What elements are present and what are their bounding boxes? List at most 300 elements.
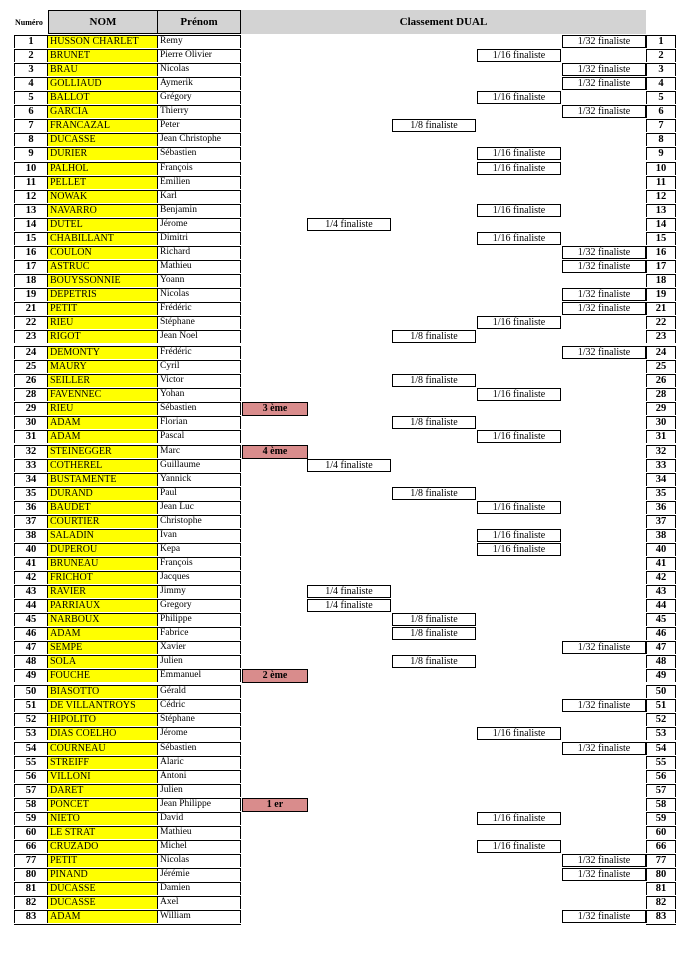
row-prenom: Cyril	[158, 360, 241, 373]
row-divider	[14, 641, 241, 642]
result-badge: 1/16 finaliste	[477, 529, 561, 542]
row-nom: DUCASSE	[48, 882, 158, 895]
row-number: 44	[14, 599, 48, 612]
row-prenom: Jérémie	[158, 868, 241, 881]
row-number: 55	[14, 756, 48, 769]
row-nom: DURAND	[48, 487, 158, 500]
row-number: 11	[14, 176, 48, 189]
row-divider	[14, 515, 241, 516]
row-nom: LE STRAT	[48, 826, 158, 839]
table-row	[0, 63, 678, 76]
row-prenom: Jérome	[158, 218, 241, 231]
row-prenom: Yoann	[158, 274, 241, 287]
row-divider	[14, 374, 241, 375]
row-divider	[14, 685, 241, 686]
result-badge: 1/8 finaliste	[392, 119, 476, 132]
row-nom: RIEU	[48, 316, 158, 329]
row-prenom: Karl	[158, 190, 241, 203]
row-divider-right	[646, 840, 676, 841]
row-divider-right	[646, 105, 676, 106]
row-number: 8	[14, 133, 48, 146]
row-number-right: 33	[646, 459, 676, 472]
row-number: 19	[14, 288, 48, 301]
result-badge: 1/32 finaliste	[562, 77, 646, 90]
row-number: 60	[14, 826, 48, 839]
row-number: 83	[14, 910, 48, 923]
row-nom: PINAND	[48, 868, 158, 881]
row-number: 30	[14, 416, 48, 429]
table-row	[0, 346, 678, 359]
row-nom: BAUDET	[48, 501, 158, 514]
result-badge: 1/8 finaliste	[392, 655, 476, 668]
row-divider-right	[646, 388, 676, 389]
result-badge: 1/8 finaliste	[392, 330, 476, 343]
row-divider-right	[646, 910, 676, 911]
row-number-right: 60	[646, 826, 676, 839]
row-number: 52	[14, 713, 48, 726]
final-place-badge: 2 ème	[242, 669, 308, 683]
row-number: 14	[14, 218, 48, 231]
row-divider	[14, 487, 241, 488]
row-number-right: 22	[646, 316, 676, 329]
row-number-right: 42	[646, 571, 676, 584]
row-prenom: Jean Christophe	[158, 133, 241, 146]
row-prenom: Richard	[158, 246, 241, 259]
table-row	[0, 784, 678, 797]
row-number-right: 9	[646, 147, 676, 160]
row-divider	[14, 770, 241, 771]
row-number-right: 18	[646, 274, 676, 287]
row-divider	[14, 77, 241, 78]
row-divider	[14, 655, 241, 656]
row-divider-right	[646, 430, 676, 431]
row-divider-right	[646, 330, 676, 331]
row-nom: DUCASSE	[48, 896, 158, 909]
result-badge: 1/16 finaliste	[477, 232, 561, 245]
table-row	[0, 641, 678, 654]
result-badge: 1/16 finaliste	[477, 147, 561, 160]
row-prenom: Stéphane	[158, 713, 241, 726]
row-nom: VILLONI	[48, 770, 158, 783]
row-divider-right	[646, 316, 676, 317]
row-nom: FAVENNEC	[48, 388, 158, 401]
result-badge: 1/32 finaliste	[562, 302, 646, 315]
row-nom: DEMONTY	[48, 346, 158, 359]
row-number: 43	[14, 585, 48, 598]
table-row	[0, 713, 678, 726]
table-row	[0, 77, 678, 90]
row-divider	[14, 882, 241, 883]
row-divider	[14, 543, 241, 544]
row-divider	[14, 557, 241, 558]
row-number: 7	[14, 119, 48, 132]
result-badge: 1/32 finaliste	[562, 854, 646, 867]
row-divider-right	[646, 868, 676, 869]
row-divider	[14, 784, 241, 785]
row-divider-right	[646, 402, 676, 403]
table-row	[0, 826, 678, 839]
row-nom: BALLOT	[48, 91, 158, 104]
row-divider	[14, 302, 241, 303]
row-number-right: 38	[646, 529, 676, 542]
row-number-right: 2	[646, 49, 676, 62]
row-prenom: Marc	[158, 445, 241, 458]
table-row	[0, 147, 678, 160]
row-number-right: 81	[646, 882, 676, 895]
row-number: 57	[14, 784, 48, 797]
table-row	[0, 35, 678, 48]
row-divider	[14, 812, 241, 813]
row-number: 42	[14, 571, 48, 584]
row-number-right: 34	[646, 473, 676, 486]
table-row	[0, 727, 678, 740]
row-divider	[14, 896, 241, 897]
row-divider	[14, 162, 241, 163]
result-badge: 1/16 finaliste	[477, 543, 561, 556]
row-number-right: 54	[646, 742, 676, 755]
row-prenom: Axel	[158, 896, 241, 909]
row-divider-right	[646, 49, 676, 50]
row-divider-right	[646, 459, 676, 460]
row-number: 28	[14, 388, 48, 401]
row-divider	[14, 627, 241, 628]
row-nom: NOWAK	[48, 190, 158, 203]
row-prenom: Jérome	[158, 727, 241, 740]
row-nom: BUSTAMENTE	[48, 473, 158, 486]
result-badge: 1/16 finaliste	[477, 162, 561, 175]
table-row	[0, 655, 678, 668]
row-divider	[14, 713, 241, 714]
row-number-right: 77	[646, 854, 676, 867]
row-number: 25	[14, 360, 48, 373]
row-number: 56	[14, 770, 48, 783]
result-badge: 1/8 finaliste	[392, 416, 476, 429]
row-nom: DEPETRIS	[48, 288, 158, 301]
row-number-right: 82	[646, 896, 676, 909]
row-divider-right	[646, 445, 676, 446]
row-divider	[14, 571, 241, 572]
final-place-badge: 3 ème	[242, 402, 308, 416]
row-number-right: 32	[646, 445, 676, 458]
row-prenom: Victor	[158, 374, 241, 387]
row-divider	[14, 756, 241, 757]
row-number: 12	[14, 190, 48, 203]
row-divider	[14, 473, 241, 474]
table-row	[0, 316, 678, 329]
row-nom: FRICHOT	[48, 571, 158, 584]
table-row	[0, 162, 678, 175]
row-nom: SOLA	[48, 655, 158, 668]
table-bottom-border-right	[646, 924, 676, 925]
row-number-right: 25	[646, 360, 676, 373]
table-row	[0, 288, 678, 301]
row-prenom: Jean Luc	[158, 501, 241, 514]
row-number-right: 47	[646, 641, 676, 654]
row-prenom: William	[158, 910, 241, 923]
row-divider-right	[646, 147, 676, 148]
row-prenom: Frédéric	[158, 302, 241, 315]
row-number-right: 66	[646, 840, 676, 853]
row-divider-right	[646, 812, 676, 813]
row-divider	[14, 91, 241, 92]
table-row	[0, 204, 678, 217]
row-divider	[14, 501, 241, 502]
result-badge: 1/32 finaliste	[562, 742, 646, 755]
table-row	[0, 685, 678, 698]
row-number-right: 3	[646, 63, 676, 76]
row-number: 13	[14, 204, 48, 217]
result-badge: 1/32 finaliste	[562, 910, 646, 923]
row-number-right: 83	[646, 910, 676, 923]
row-number-right: 56	[646, 770, 676, 783]
final-place-badge: 4 ème	[242, 445, 308, 459]
row-nom: ADAM	[48, 627, 158, 640]
row-nom: SEILLER	[48, 374, 158, 387]
row-nom: DUTEL	[48, 218, 158, 231]
result-badge: 1/8 finaliste	[392, 487, 476, 500]
row-number: 1	[14, 35, 48, 48]
table-row	[0, 571, 678, 584]
table-row	[0, 487, 678, 500]
table-row	[0, 232, 678, 245]
row-number-right: 80	[646, 868, 676, 881]
row-number: 66	[14, 840, 48, 853]
row-divider-right	[646, 685, 676, 686]
row-divider-right	[646, 302, 676, 303]
row-divider	[14, 388, 241, 389]
row-number-right: 50	[646, 685, 676, 698]
row-prenom: Dimitri	[158, 232, 241, 245]
row-divider	[14, 246, 241, 247]
row-prenom: Xavier	[158, 641, 241, 654]
row-divider-right	[646, 585, 676, 586]
table-row	[0, 330, 678, 343]
row-prenom: Peter	[158, 119, 241, 132]
row-number-right: 59	[646, 812, 676, 825]
row-number: 77	[14, 854, 48, 867]
row-number: 22	[14, 316, 48, 329]
row-nom: SEMPE	[48, 641, 158, 654]
header-nom: NOM	[48, 10, 158, 34]
row-number-right: 19	[646, 288, 676, 301]
row-nom: BIASOTTO	[48, 685, 158, 698]
row-nom: BRUNET	[48, 49, 158, 62]
row-prenom: Sébastien	[158, 147, 241, 160]
row-prenom: Julien	[158, 655, 241, 668]
row-number: 82	[14, 896, 48, 909]
row-prenom: Gérald	[158, 685, 241, 698]
row-divider-right	[646, 543, 676, 544]
result-badge: 1/16 finaliste	[477, 316, 561, 329]
table-row	[0, 501, 678, 514]
row-divider	[14, 854, 241, 855]
result-badge: 1/16 finaliste	[477, 501, 561, 514]
table-row	[0, 360, 678, 373]
row-divider-right	[646, 627, 676, 628]
row-prenom: Nicolas	[158, 288, 241, 301]
row-divider-right	[646, 416, 676, 417]
row-nom: FRANCAZAL	[48, 119, 158, 132]
table-row	[0, 543, 678, 556]
row-divider	[14, 669, 241, 670]
result-badge: 1/32 finaliste	[562, 246, 646, 259]
table-row	[0, 910, 678, 923]
row-number: 2	[14, 49, 48, 62]
row-nom: COURTIER	[48, 515, 158, 528]
row-number: 35	[14, 487, 48, 500]
row-prenom: Benjamin	[158, 204, 241, 217]
row-prenom: Yohan	[158, 388, 241, 401]
row-nom: BRAU	[48, 63, 158, 76]
table-row	[0, 91, 678, 104]
row-number-right: 40	[646, 543, 676, 556]
table-row	[0, 445, 678, 458]
result-badge: 1/8 finaliste	[392, 613, 476, 626]
row-number: 53	[14, 727, 48, 740]
row-prenom: Fabrice	[158, 627, 241, 640]
row-divider-right	[646, 713, 676, 714]
row-number-right: 26	[646, 374, 676, 387]
result-badge: 1/4 finaliste	[307, 218, 391, 231]
row-divider-right	[646, 63, 676, 64]
row-number-right: 45	[646, 613, 676, 626]
row-nom: ADAM	[48, 416, 158, 429]
row-number-right: 28	[646, 388, 676, 401]
row-divider-right	[646, 756, 676, 757]
row-number: 58	[14, 798, 48, 811]
row-number-right: 37	[646, 515, 676, 528]
row-divider	[14, 49, 241, 50]
row-divider-right	[646, 613, 676, 614]
row-number: 31	[14, 430, 48, 443]
row-prenom: Christophe	[158, 515, 241, 528]
row-number-right: 31	[646, 430, 676, 443]
row-number: 21	[14, 302, 48, 315]
row-prenom: Thierry	[158, 105, 241, 118]
row-nom: SALADIN	[48, 529, 158, 542]
row-nom: COTHEREL	[48, 459, 158, 472]
final-place-badge: 1 er	[242, 798, 308, 812]
result-badge: 1/32 finaliste	[562, 105, 646, 118]
table-row	[0, 133, 678, 146]
row-prenom: Ivan	[158, 529, 241, 542]
row-number: 26	[14, 374, 48, 387]
row-number: 48	[14, 655, 48, 668]
row-nom: CRUZADO	[48, 840, 158, 853]
row-number: 47	[14, 641, 48, 654]
row-divider-right	[646, 854, 676, 855]
row-nom: GARCIA	[48, 105, 158, 118]
row-nom: PETIT	[48, 302, 158, 315]
row-divider-right	[646, 641, 676, 642]
row-divider-right	[646, 557, 676, 558]
row-prenom: Pascal	[158, 430, 241, 443]
row-number-right: 11	[646, 176, 676, 189]
row-number: 6	[14, 105, 48, 118]
row-divider	[14, 360, 241, 361]
table-row	[0, 529, 678, 542]
row-divider-right	[646, 599, 676, 600]
row-divider-right	[646, 487, 676, 488]
row-prenom: Grégory	[158, 91, 241, 104]
row-number-right: 24	[646, 346, 676, 359]
row-nom: DIAS COELHO	[48, 727, 158, 740]
row-prenom: Guillaume	[158, 459, 241, 472]
row-divider	[14, 176, 241, 177]
table-row	[0, 473, 678, 486]
row-number: 36	[14, 501, 48, 514]
table-row	[0, 585, 678, 598]
row-divider-right	[646, 515, 676, 516]
row-nom: STEINEGGER	[48, 445, 158, 458]
row-divider-right	[646, 260, 676, 261]
row-number-right: 4	[646, 77, 676, 90]
row-number-right: 52	[646, 713, 676, 726]
table-row	[0, 599, 678, 612]
row-divider	[14, 274, 241, 275]
row-number-right: 57	[646, 784, 676, 797]
row-nom: NIETO	[48, 812, 158, 825]
row-nom: DUPEROU	[48, 543, 158, 556]
row-number-right: 46	[646, 627, 676, 640]
row-number-right: 16	[646, 246, 676, 259]
row-divider	[14, 727, 241, 728]
row-prenom: Emilien	[158, 176, 241, 189]
row-divider-right	[646, 218, 676, 219]
row-divider-right	[646, 882, 676, 883]
row-nom: RAVIER	[48, 585, 158, 598]
row-divider-right	[646, 288, 676, 289]
table-row	[0, 798, 678, 811]
row-number-right: 29	[646, 402, 676, 415]
row-number-right: 7	[646, 119, 676, 132]
table-row	[0, 105, 678, 118]
result-badge: 1/32 finaliste	[562, 260, 646, 273]
row-number: 24	[14, 346, 48, 359]
result-badge: 1/32 finaliste	[562, 288, 646, 301]
result-badge: 1/4 finaliste	[307, 599, 391, 612]
row-number-right: 12	[646, 190, 676, 203]
row-number: 23	[14, 330, 48, 343]
row-nom: BRUNEAU	[48, 557, 158, 570]
row-divider	[14, 699, 241, 700]
row-number-right: 36	[646, 501, 676, 514]
row-divider	[14, 346, 241, 347]
row-divider	[14, 147, 241, 148]
row-divider	[14, 288, 241, 289]
row-divider-right	[646, 346, 676, 347]
row-divider-right	[646, 204, 676, 205]
result-badge: 1/16 finaliste	[477, 430, 561, 443]
row-prenom: François	[158, 162, 241, 175]
row-nom: PETIT	[48, 854, 158, 867]
row-divider	[14, 133, 241, 134]
row-divider-right	[646, 162, 676, 163]
row-divider	[14, 430, 241, 431]
table-row	[0, 302, 678, 315]
row-nom: MAURY	[48, 360, 158, 373]
row-prenom: Mathieu	[158, 260, 241, 273]
row-divider-right	[646, 374, 676, 375]
result-badge: 1/4 finaliste	[307, 585, 391, 598]
row-nom: ASTRUC	[48, 260, 158, 273]
row-number: 59	[14, 812, 48, 825]
table-row	[0, 459, 678, 472]
row-number: 51	[14, 699, 48, 712]
row-divider	[14, 585, 241, 586]
result-badge: 1/16 finaliste	[477, 91, 561, 104]
row-nom: STREIFF	[48, 756, 158, 769]
